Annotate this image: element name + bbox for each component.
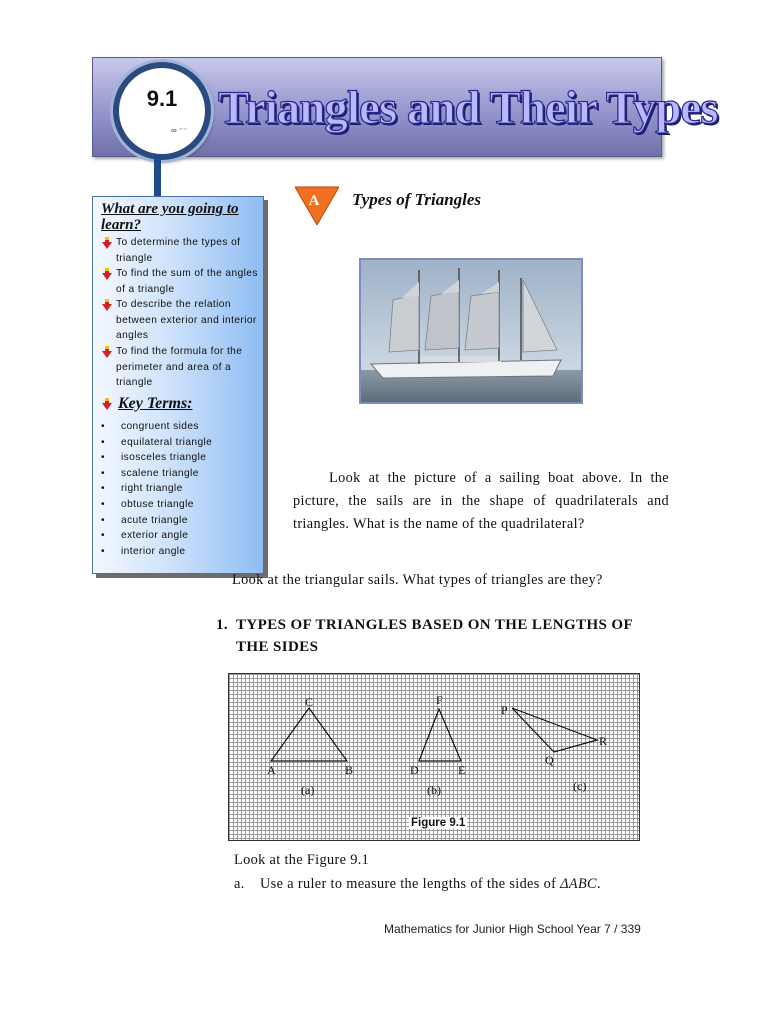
down-arrow-icon <box>102 398 112 410</box>
badge-mark: ∞ ⁻⁻ <box>171 126 188 135</box>
vertex-label: P <box>501 703 508 717</box>
sailing-ship-photo <box>359 258 583 404</box>
section-number: 9.1 <box>146 86 178 111</box>
section-a-triangle-icon <box>295 185 339 225</box>
key-term: • acute triangle <box>101 514 188 526</box>
page-title: Triangles and Their Types <box>218 82 718 134</box>
vertex-label: A <box>267 763 276 777</box>
page-footer: Mathematics for Junior High School Year 7 / 339 <box>384 922 641 936</box>
triangle-label: (c) <box>573 779 587 793</box>
triangle-pqr <box>512 708 597 752</box>
goal-item: To find the sum of the angles of a triangle <box>102 266 262 297</box>
down-arrow-icon <box>102 268 112 280</box>
key-term: • isosceles triangle <box>101 452 207 464</box>
vertex-label: R <box>599 734 608 748</box>
section-title: Types of Triangles <box>352 190 482 209</box>
vertex-label: B <box>345 763 354 777</box>
vertex-label: C <box>305 695 314 709</box>
step-a: a. Use a ruler to measure the lengths of the sides of ΔABC. <box>234 876 601 892</box>
triangle-def <box>419 709 461 761</box>
key-term: • interior angle <box>101 545 186 557</box>
intro-paragraph: Look at the picture of a sailing boat above. In the picture, the sails are in the shape of quadrilaterals and triangles. What is the name of the quadrilateral? <box>293 470 669 532</box>
triangles-diagram <box>229 674 639 840</box>
vertex-label: F <box>436 693 443 707</box>
key-term: • right triangle <box>101 483 183 495</box>
key-terms-list <box>101 419 212 559</box>
down-arrow-icon <box>102 346 112 358</box>
key-term: • congruent sides <box>101 421 199 432</box>
triangle-label: (a) <box>301 783 315 797</box>
subheading-types-by-sides: 1. TYPES OF TRIANGLES BASED ON THE LENGTHS OF THE SIDES <box>216 617 634 655</box>
look-at-figure-text: Look at the Figure 9.1 <box>234 852 370 868</box>
figure-9-1 <box>228 673 640 841</box>
banner-connector <box>154 156 161 196</box>
key-term: • obtuse triangle <box>101 498 194 510</box>
down-arrow-icon <box>102 299 112 311</box>
key-term: • exterior angle <box>101 530 189 542</box>
triangle-abc <box>271 708 347 761</box>
section-letter: A <box>308 193 320 209</box>
sails-question: Look at the triangular sails. What types of triangles are they? <box>232 572 603 588</box>
section-number-badge <box>113 62 211 160</box>
figure-caption: Figure 9.1 <box>411 817 466 829</box>
vertex-label: Q <box>545 753 554 767</box>
triangle-label: (b) <box>427 783 441 797</box>
sailing-ship-image <box>361 260 581 402</box>
key-terms-heading: Key Terms: <box>102 395 193 413</box>
key-term: • scalene triangle <box>101 467 199 479</box>
learning-goals-heading: What are you going to learn? <box>101 201 239 233</box>
down-arrow-icon <box>102 237 112 249</box>
goal-item: To describe the relation between exterior and interior angles <box>102 297 262 344</box>
learning-goals-box <box>92 196 264 574</box>
goal-item: To determine the types of triangle <box>102 235 262 266</box>
vertex-label: E <box>458 763 466 777</box>
vertex-label: D <box>410 763 419 777</box>
key-term: • equilateral triangle <box>101 436 213 448</box>
goal-item: To find the formula for the perimeter and area of a triangle <box>102 344 262 391</box>
